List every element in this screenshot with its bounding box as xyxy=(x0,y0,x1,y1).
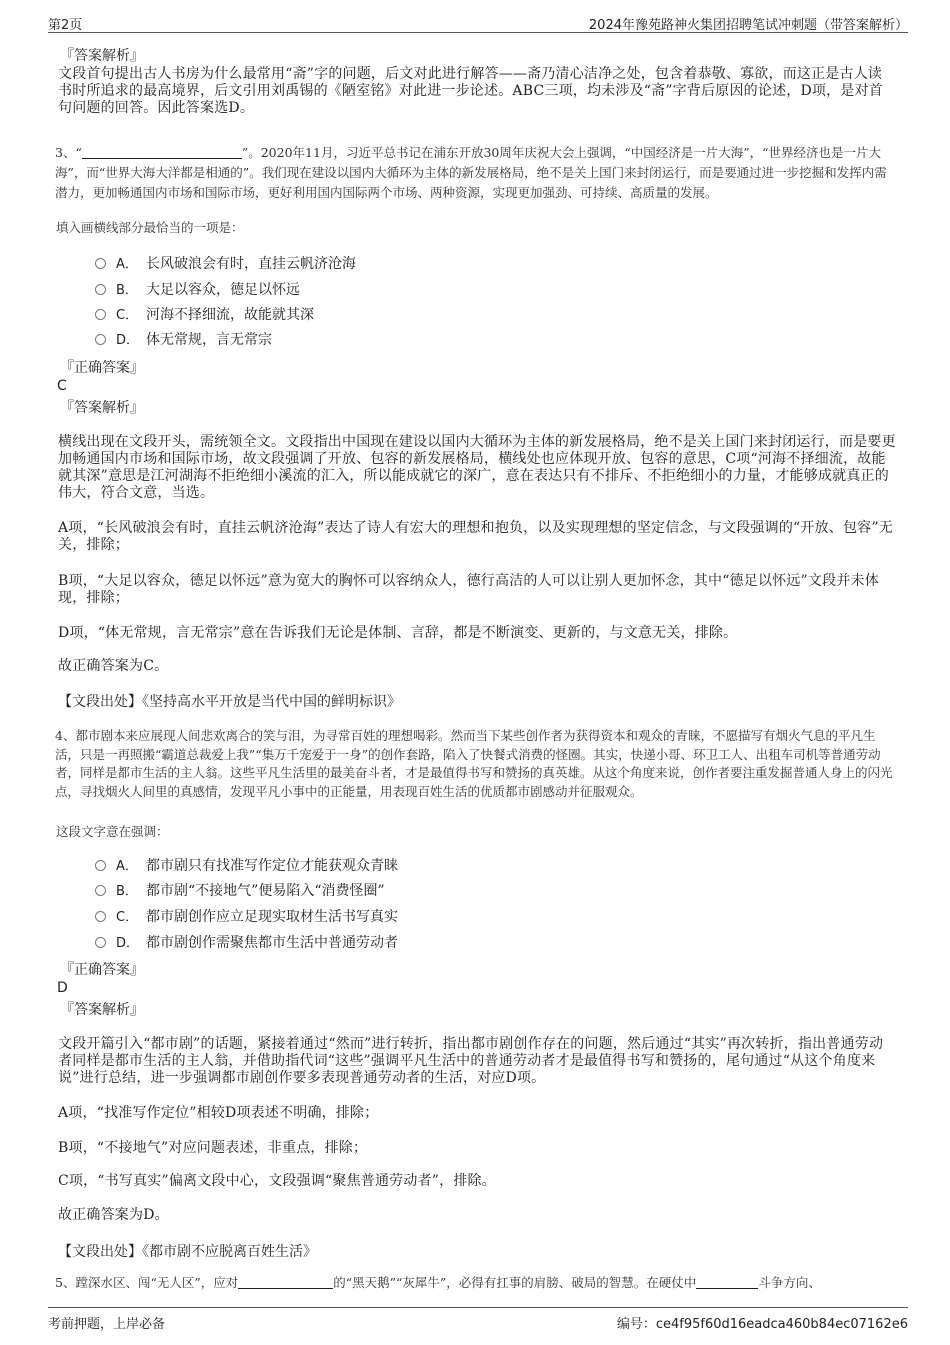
analysis-paragraph: D项，“体无常规，言无常宗”意在告诉我们无论是体制、言辞，都是不断演变、更新的，与文意无关，排除。 xyxy=(58,625,738,641)
analysis-paragraph: B项，“不接地气”对应问题表述，非重点，排除； xyxy=(58,1140,368,1156)
analysis-paragraph: 文段开篇引入“都市剧”的话题，紧接着通过“然而”进行转折，指出都市剧创作存在的问题，然后通过“其实”再次转折，指出普通劳动者同样是都市生活的主人翁，并借助指代词“这些”强调平凡生活中的普通劳动者才是最值得书写和赞扬的，尾句通过“从这个角度来说”进行总结，进一步强调都市剧创作要多表现普通劳动者的生活，对应D项。 xyxy=(58,1036,884,1086)
analysis-paragraph: A项，“找准写作定位”相较D项表述不明确，排除； xyxy=(58,1105,379,1121)
radio-icon[interactable] xyxy=(95,309,106,320)
footer-note: 考前押题，上岸必备 xyxy=(48,1317,166,1332)
page-header xyxy=(48,10,908,33)
radio-icon[interactable] xyxy=(95,937,106,948)
question-number: 3、“ xyxy=(55,145,82,160)
correct-answer-label: 『正确答案』 xyxy=(60,360,144,376)
question-4-stem: 4、都市剧本来应展现人间悲欢离合的笑与泪，为寻常百姓的理想喝彩。然而当下某些创作者为获得资本和观众的青睐，不愿描写有烟火气息的平凡生活，只是一再照搬“霸道总裁爱上我”“集万千宠爱于一身”的创作套路，陷入了快餐式消费的怪圈。其实，快递小哥、环卫工人、出租车司机等普通劳动者，同样是都市生活的主人翁。这些平凡生活里的最美奋斗者，才是最值得书写和赞扬的真英雄。从这个角度来说，创作者要注重发掘普通人身上的闪光点，寻找烟火人间里的真感情，发现平凡小事中的正能量，用表现百姓生活的优质都市剧感动并征服观众。 xyxy=(55,728,893,799)
correct-answer-label: 『正确答案』 xyxy=(60,962,144,978)
source-citation: 【文段出处】《都市剧不应脱离百姓生活》 xyxy=(58,1244,317,1260)
analysis-paragraph: 横线出现在文段开头，需统领全文。文段指出中国现在建设以国内大循环为主体的新发展格局，绝不是关上国门来封闭运行，而是要更加畅通国内市场和国际市场，故文段强调了开放、包容的新发展格局，横线处也应体现开放、包容的意思，C项“河海不择细流，故能就其深”意思是江河湖海不拒绝细小溪流的汇入，所以能成就它的深广，意在表达只有不排斥、不拒绝细小的力量，才能够成就真正的伟大，符合文意，当选。 xyxy=(58,434,896,501)
analysis-conclusion: 故正确答案为D。 xyxy=(58,1207,169,1223)
correct-answer: C xyxy=(57,378,67,394)
option-d[interactable]: D． 都市剧创作需聚焦都市生活中普通劳动者 xyxy=(95,934,398,953)
question-5-stem: 5、蹚深水区、闯“无人区”，应对 的“黑天鹅”“灰犀牛”，必得有扛事的肩膀、破局的智慧。在硬仗中 斗争方向、 xyxy=(55,1275,821,1290)
radio-icon[interactable] xyxy=(95,284,106,295)
analysis-conclusion: 故正确答案为C。 xyxy=(58,658,169,674)
radio-icon[interactable] xyxy=(95,911,106,922)
document-code: 编号：ce4f95f60d16eadca460b84ec07162e6 xyxy=(616,1317,908,1332)
question-4-prompt: 这段文字意在强调： xyxy=(56,824,169,839)
radio-icon[interactable] xyxy=(95,860,106,871)
fill-blank xyxy=(238,1274,333,1289)
fill-blank xyxy=(82,144,242,159)
analysis-paragraph: A项，“长风破浪会有时，直挂云帆济沧海”表达了诗人有宏大的理想和抱负，以及实现理想的坚定信念，与文段强调的“开放、包容”无关，排除； xyxy=(58,520,893,553)
analysis-paragraph: B项，“大足以容众，德足以怀远”意为宽大的胸怀可以容纳众人，德行高洁的人可以让别人更加怀念，其中“德足以怀远”文段并未体现，排除； xyxy=(58,573,879,606)
analysis-text: 文段首句提出古人书房为什么最常用“斋”字的问题，后文对此进行解答——斋乃清心洁净之处，包含着恭敬、寡欲，而这正是古人读书时所追求的最高境界，后文引用刘禹锡的《陋室铭》对此进一步论述。ABC三项，均未涉及“斋”字背后原因的论述，D项，是对首句问题的回答。因此答案选D。 xyxy=(58,66,883,116)
document-title: 2024年豫苑路神火集团招聘笔试冲刺题（带答案解析） xyxy=(588,18,908,33)
analysis-label: 『答案解析』 xyxy=(60,400,144,416)
radio-icon[interactable] xyxy=(95,885,106,896)
option-a[interactable]: A． 长风破浪会有时，直挂云帆济沧海 xyxy=(95,255,356,274)
page-footer xyxy=(48,1307,908,1330)
source-citation: 【文段出处】《坚持高水平开放是当代中国的鲜明标识》 xyxy=(58,694,401,710)
option-b[interactable]: B． 都市剧“不接地气”便易陷入“消费怪圈” xyxy=(95,882,385,901)
radio-icon[interactable] xyxy=(95,334,106,345)
option-a[interactable]: A． 都市剧只有找准写作定位才能获观众青睐 xyxy=(95,857,398,876)
option-d[interactable]: D． 体无常规，言无常宗 xyxy=(95,331,272,350)
analysis-label: 『答案解析』 xyxy=(60,1002,144,1018)
option-c[interactable]: C． 都市剧创作应立足现实取材生活书写真实 xyxy=(95,908,398,927)
option-b[interactable]: B． 大足以容众，德足以怀远 xyxy=(95,281,300,300)
radio-icon[interactable] xyxy=(95,258,106,269)
analysis-label: 『答案解析』 xyxy=(60,48,144,64)
fill-blank xyxy=(696,1274,758,1289)
option-c[interactable]: C． 河海不择细流，故能就其深 xyxy=(95,306,314,325)
question-3-stem: 3、“ ”。2020年11月，习近平总书记在浦东开放30周年庆祝大会上强调，“中国经济是一片大海”，“世界经济也是一片大海”，而“世界大海大洋都是相通的”。我们现在建设以国内大循环为主体的新发展格局，绝不是关上国门来封闭运行，而是要通过进一步挖掘和发挥内需潜力，更加畅通国内市场和国际市场，更好利用国内国际两个市场、两种资源，实现更加强劲、可持续、高质量的发展。 xyxy=(55,145,887,200)
analysis-paragraph: C项，“书写真实”偏离文段中心，文段强调“聚焦普通劳动者”，排除。 xyxy=(58,1173,496,1189)
page-number: 第2页 xyxy=(48,18,83,33)
correct-answer: D xyxy=(57,980,68,996)
question-3-prompt: 填入画横线部分最恰当的一项是： xyxy=(56,220,244,235)
